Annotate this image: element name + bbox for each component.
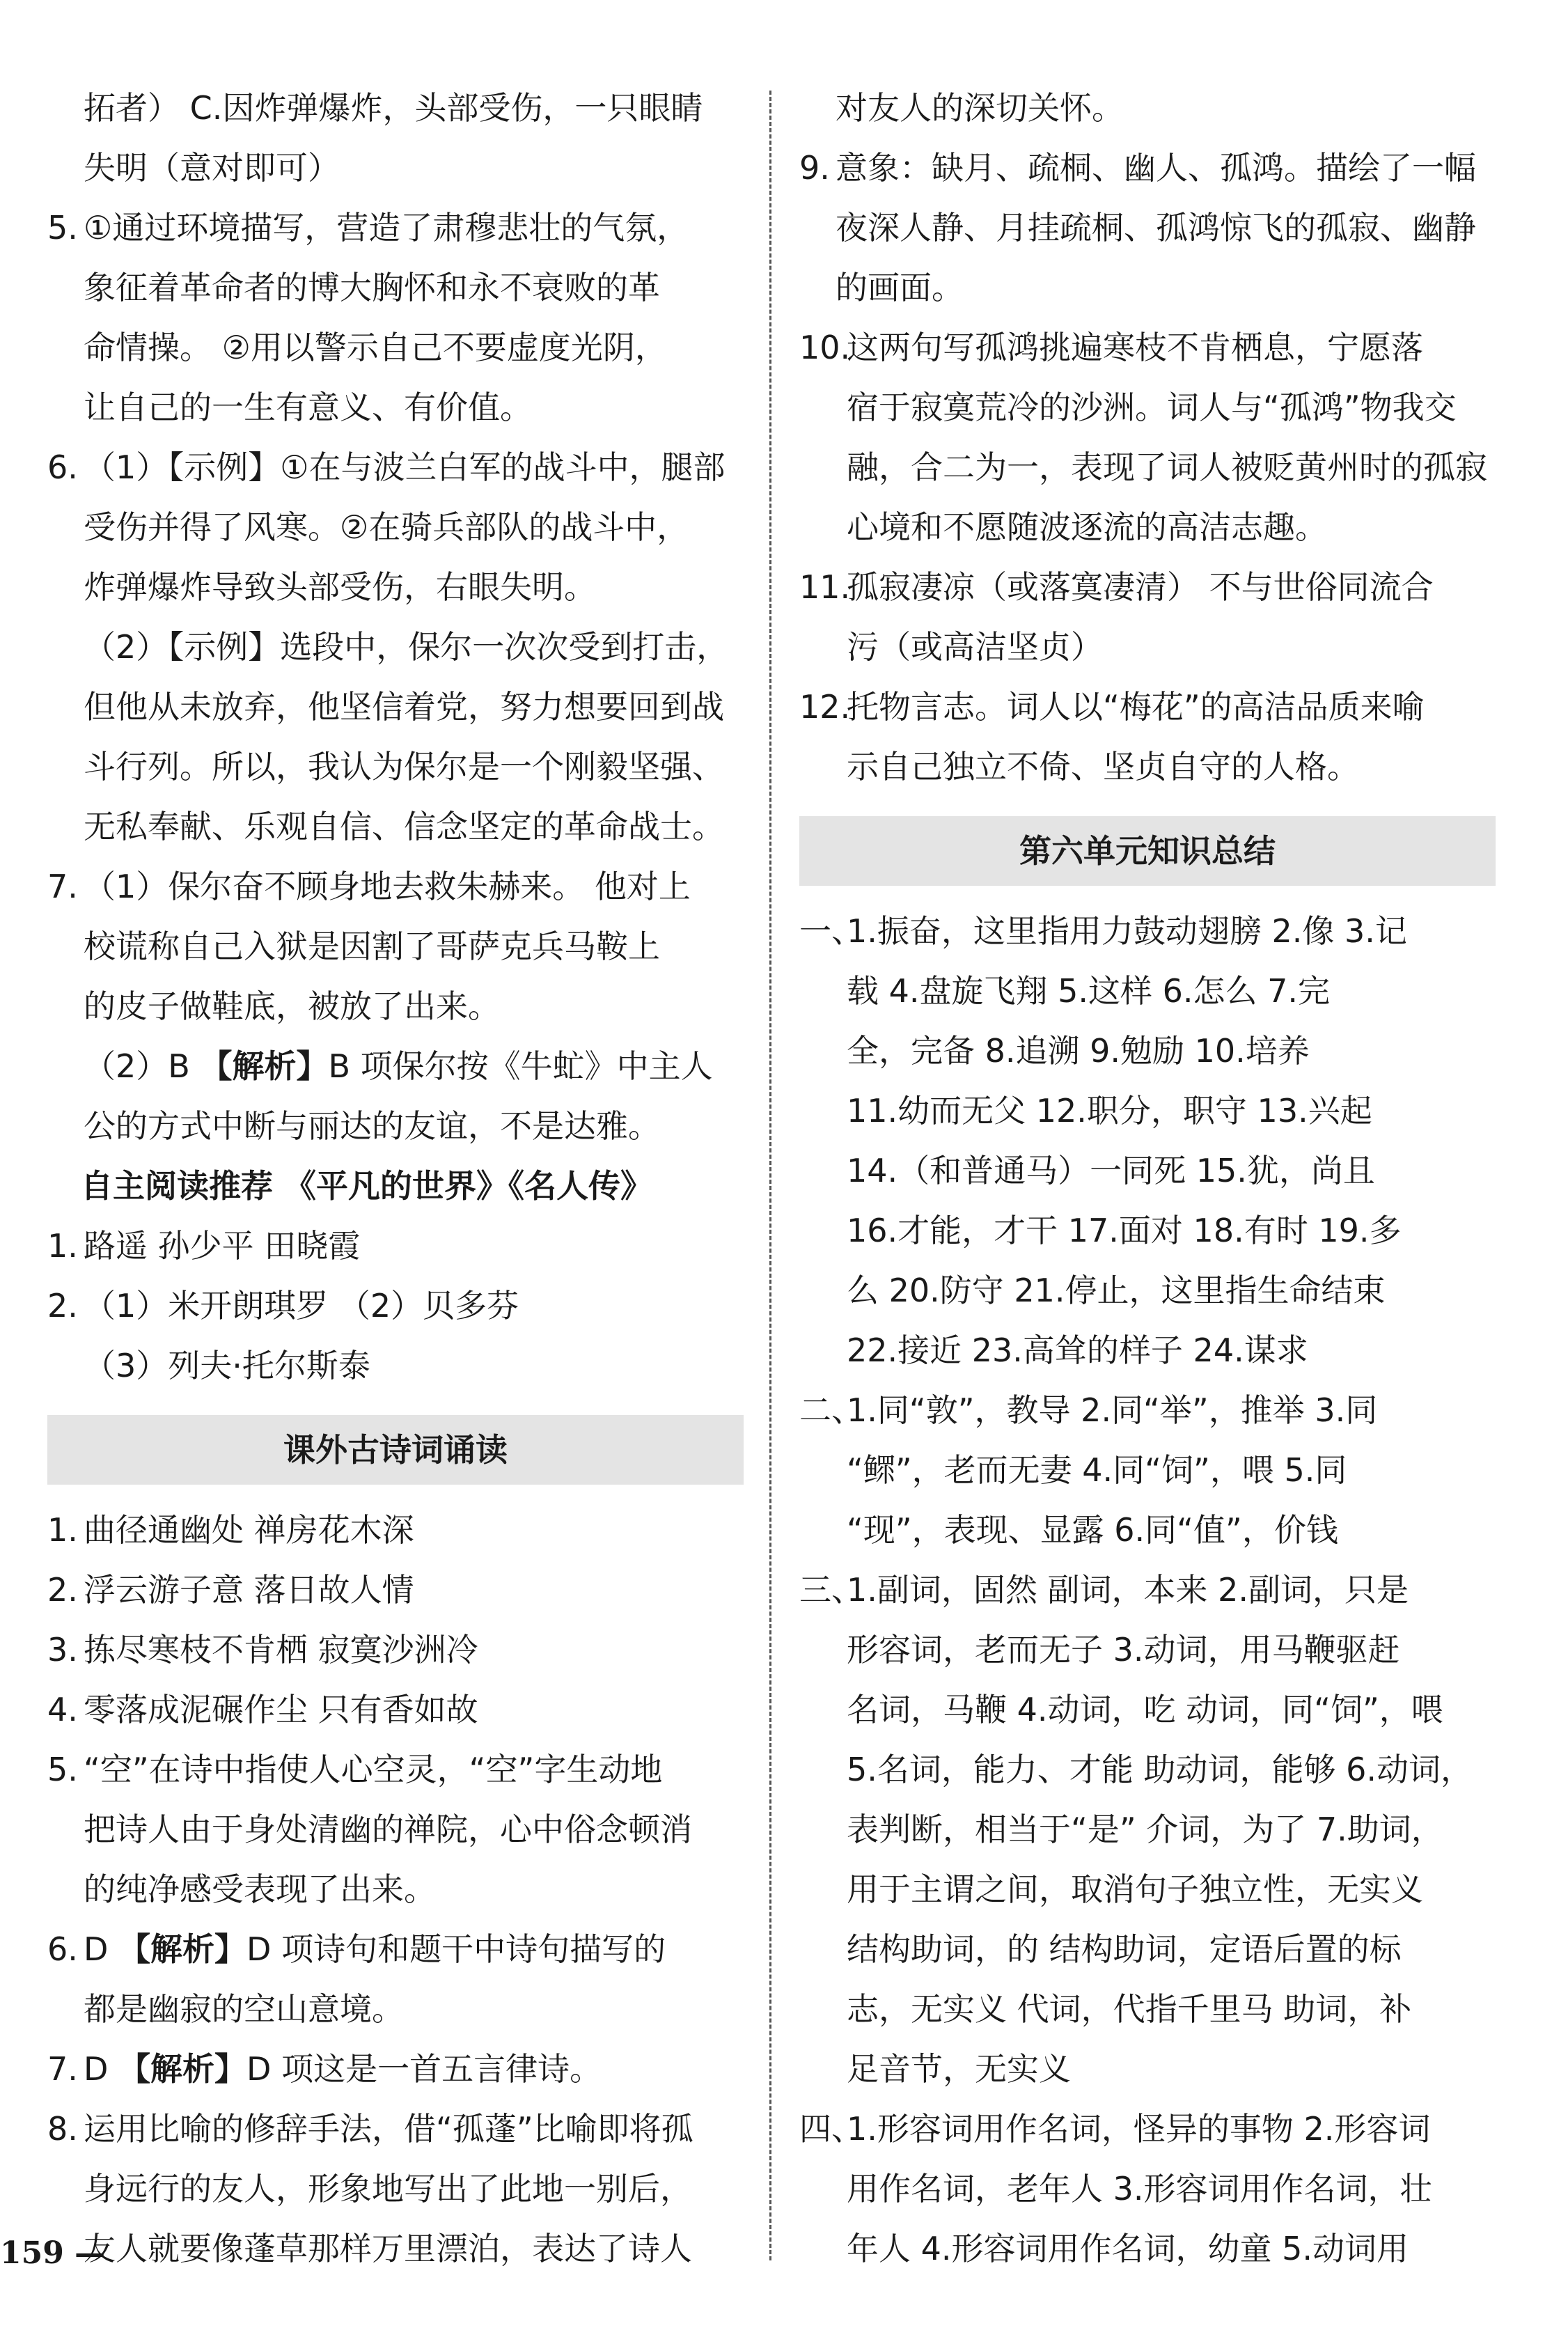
answer-8-continuation: 对友人的深切关怀。 (836, 89, 1124, 127)
poem-answer-4: 4. 零落成泥碾作尘 只有香如故 (47, 1691, 478, 1728)
summary-part-1: 一、 1.振奋，这里指用力鼓动翅膀 2.像 3.记 载 4.盘旋飞翔 5.这样 6.怎么 7.完 全，完备 8.追溯 9.勉励 10.培养 11.幼而无父 12.职分，职守 13.兴起 14.（和普通马）一同死 15.犹，尚且 16.才能，才干 17.面对 18.有时 19.多 么 20.防守 21.停止，这里指生命结束 22.接近 23.高耸的样子 24.谋求 (799, 912, 1407, 1369)
poem-answer-1: 1. 曲径通幽处 禅房花木深 (47, 1511, 414, 1549)
summary-part-3: 三、 1.副词，固然 副词，本来 2.副词，只是 形容词，老而无子 3.动词，用马鞭驱赶 名词，马鞭 4.动词，吃 动词，同“饲”，喂 5.名词，能力、才能 助动词，能够 6.动词， 表判断，相当于“是” 介词，为了 7.助词， 用于主谓之间，取消句子独立性，无实义 结构助词，的 结构助词，定语后置的标 志，无实义 代词，代指千里马 助词，补 足音节，无实义 (799, 1571, 1473, 2088)
poem-answer-3: 3. 拣尽寒枝不肯栖 寂寞沙洲冷 (47, 1631, 478, 1669)
poem-answer-8: 8. 运用比喻的修辞手法，借“孤蓬”比喻即将孤 身远行的友人，形象地写出了此地一别后， 友人就要像蓬草那样万里漂泊，表达了诗人 (47, 2110, 693, 2267)
answer-4-continuation: 拓者） C.因炸弹爆炸，头部受伤，一只眼睛 失明（意对即可） (84, 89, 703, 187)
poem-answer-10: 10. 这两句写孤鸿挑遍寒枝不肯栖息，宁愿落 宿于寂寞荒冷的沙洲。词人与“孤鸿”物我交 融，合二为一，表现了词人被贬黄州时的孤寂 心境和不愿随波逐流的高洁志趣。 (799, 329, 1487, 546)
poem-answer-7: 7. D 【解析】D 项这是一首五言律诗。 (47, 2050, 602, 2088)
poem-answer-5: 5. “空”在诗中指使人心空灵，“空”字生动地 把诗人由于身处清幽的禅院，心中俗念顿消 的纯净感受表现了出来。 (47, 1751, 692, 1908)
summary-part-2: 二、 1.同“敦”，教导 2.同“举”，推举 3.同 “鳏”，老而无妻 4.同“饲”，喂 5.同 “现”，表现、显露 6.同“值”，价钱 (799, 1391, 1378, 1549)
column-divider (769, 91, 771, 2260)
poem-answer-9: 9. 意象：缺月、疏桐、幽人、孤鸿。描绘了一幅 夜深人静、月挂疏桐、孤鸿惊飞的孤寂、幽静 的画面。 (799, 149, 1476, 306)
answer-5: 5. ①通过环境描写，营造了肃穆悲壮的气氛， 象征着革命者的博大胸怀和永不衰败的革 命情操。 ②用以警示自己不要虚度光阴， 让自己的一生有意义、有价值。 (47, 209, 689, 426)
poem-answer-6: 6. D 【解析】D 项诗句和题干中诗句描写的 都是幽寂的空山意境。 (47, 1930, 666, 2028)
page-number: 159 — (0, 2235, 106, 2271)
section-heading-unit-summary: 第六单元知识总结 (799, 816, 1496, 886)
rec-answer-2: 2. （1）米开朗琪罗 （2）贝多芬 （3）列夫·托尔斯泰 (47, 1287, 519, 1384)
poem-answer-2: 2. 浮云游子意 落日故人情 (47, 1571, 414, 1609)
answer-6: 6. （1）【示例】①在与波兰白军的战斗中，腿部 受伤并得了风寒。②在骑兵部队的战斗中， 炸弹爆炸导致头部受伤，右眼失明。 （2）【示例】选段中，保尔一次次受到打击， 但他从未放弃，他坚信着党，努力想要回到战 斗行列。所以，我认为保尔是一个刚毅坚强、 无私奉献、乐观自信、信念坚定的革命战士。 (47, 448, 729, 845)
left-column (47, 78, 744, 2279)
right-column (799, 78, 1496, 2279)
poem-answer-12: 12. 托物言志。词人以“梅花”的高洁品质来喻 示自己独立不倚、坚贞自守的人格。 (799, 688, 1425, 786)
summary-part-4: 四、 1.形容词用作名词，怪异的事物 2.形容词 用作名词，老年人 3.形容词用作名词，壮 年人 4.形容词用作名词，幼童 5.动词用 (799, 2110, 1432, 2267)
rec-answer-1: 1. 路遥 孙少平 田晓霞 (47, 1227, 361, 1265)
answer-7: 7. （1）保尔奋不顾身地去救朱赫来。 他对上 校谎称自己入狱是因割了哥萨克兵马鞍上 的皮子做鞋底，被放了出来。 （2）B 【解析】B 项保尔按《牛虻》中主人 公的方式中断与丽达的友谊，不是达雅。 (47, 868, 713, 1145)
section-heading-poetry: 课外古诗词诵读 (47, 1415, 744, 1485)
reading-recommendation-title: 自主阅读推荐 《平凡的世界》《名人传》 (81, 1167, 653, 1205)
poem-answer-11: 11. 孤寂凄凉（或落寞凄清） 不与世俗同流合 污（或高洁坚贞） (799, 568, 1434, 666)
